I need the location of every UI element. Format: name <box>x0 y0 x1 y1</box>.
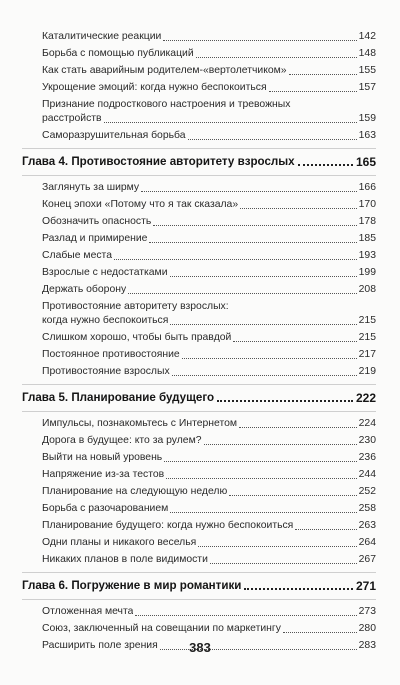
toc-entry <box>22 417 376 431</box>
toc-entry <box>22 451 376 465</box>
toc-entry <box>22 198 376 212</box>
toc-entry <box>22 365 376 379</box>
chapter-title: Глава 6. Погружение в мир романтики <box>22 579 242 592</box>
toc-entry-page: 224 <box>358 418 376 429</box>
toc-entry-title: Выйти на новый уровень <box>42 452 163 463</box>
toc-entry <box>22 519 376 533</box>
toc-entry-title: Укрощение эмоций: когда нужно беспокоиться <box>42 82 267 93</box>
toc-entry-page: 283 <box>358 640 376 651</box>
dot-leader <box>244 588 353 590</box>
toc-entry <box>22 331 376 345</box>
toc-entry-page: 264 <box>358 537 376 548</box>
toc-entry-title: Планирование будущего: когда нужно беспокоиться <box>42 520 294 531</box>
toc-entry <box>22 300 376 328</box>
section-divider <box>22 148 376 149</box>
toc-entry-title: Противостояние авторитету взрослых: <box>42 301 229 312</box>
toc-entry-page: 155 <box>358 65 376 76</box>
chapter-heading <box>22 578 376 594</box>
dot-leader <box>269 91 357 92</box>
section-divider <box>22 599 376 600</box>
toc-entry-page: 170 <box>358 199 376 210</box>
dot-leader <box>295 529 356 530</box>
toc-entry-title: Обозначить опасность <box>42 216 152 227</box>
toc-entry-title: Дорога в будущее: кто за рулем? <box>42 435 202 446</box>
dot-leader <box>289 74 357 75</box>
dot-leader <box>210 563 357 564</box>
dot-leader <box>170 512 356 513</box>
toc-entry-title: Планирование на следующую неделю <box>42 486 228 497</box>
toc-entry-page: 208 <box>358 284 376 295</box>
dot-leader <box>217 400 353 402</box>
toc-entry-title: Борьба с разочарованием <box>42 503 169 514</box>
dot-leader <box>163 40 356 41</box>
toc-entry-page: 280 <box>358 623 376 634</box>
toc-entry <box>22 30 376 44</box>
toc-entry <box>22 266 376 280</box>
toc-entry-title: Импульсы, познакомьтесь с Интернетом <box>42 418 238 429</box>
dot-leader <box>188 139 357 140</box>
dot-leader <box>114 259 357 260</box>
section-divider <box>22 175 376 176</box>
toc-entry-page: 185 <box>358 233 376 244</box>
toc-entry-page: 166 <box>358 182 376 193</box>
dot-leader <box>141 191 357 192</box>
section-divider <box>22 572 376 573</box>
toc-entry <box>22 485 376 499</box>
toc-entry-title: Взрослые с недостатками <box>42 267 168 278</box>
toc-entry-title: Держать оборону <box>42 284 127 295</box>
toc-entry-title: Противостояние взрослых <box>42 366 170 377</box>
dot-leader <box>239 427 357 428</box>
page-number: 383 <box>189 640 211 655</box>
chapter-title: Глава 4. Противостояние авторитету взрослых <box>22 155 295 168</box>
toc-entry-title-continued: когда нужно беспокоиться <box>42 315 169 326</box>
toc-entry-page: 163 <box>358 130 376 141</box>
toc-entry-title: Союз, заключенный на совещании по маркетингу <box>42 623 281 634</box>
toc-entry-page: 193 <box>358 250 376 261</box>
toc-entry-page: 219 <box>358 366 376 377</box>
chapter-heading <box>22 390 376 406</box>
toc-entry-page: 273 <box>358 606 376 617</box>
toc-entry-page: 217 <box>358 349 376 360</box>
toc-entry <box>22 283 376 297</box>
dot-leader <box>149 242 356 243</box>
section-divider <box>22 384 376 385</box>
toc-entry-page: 159 <box>358 113 376 124</box>
dot-leader <box>128 293 357 294</box>
toc-entry-page: 215 <box>358 315 376 326</box>
toc-entry-page: 230 <box>358 435 376 446</box>
dot-leader <box>164 461 356 462</box>
toc-entry-title: Конец эпохи «Потому что я так сказала» <box>42 199 239 210</box>
dot-leader <box>104 122 357 123</box>
dot-leader <box>153 225 356 226</box>
toc-entry <box>22 129 376 143</box>
dot-leader <box>204 444 357 445</box>
toc-entry-title: Расширить поле зрения <box>42 640 158 651</box>
toc-entry <box>22 605 376 619</box>
toc-entry <box>22 215 376 229</box>
toc-entry <box>22 502 376 516</box>
toc-entry-title: Слишком хорошо, чтобы быть правдой <box>42 332 232 343</box>
toc-entry-title: Как стать аварийным родителем-«вертолетчиком» <box>42 65 287 76</box>
toc-entry <box>22 47 376 61</box>
dot-leader <box>233 341 356 342</box>
toc-entry <box>22 536 376 550</box>
dot-leader <box>196 57 357 58</box>
toc-entry <box>22 468 376 482</box>
toc-entry-page: 252 <box>358 486 376 497</box>
toc-entry <box>22 81 376 95</box>
toc-entry-page: 267 <box>358 554 376 565</box>
toc-entry-title: Борьба с помощью публикаций <box>42 48 194 59</box>
toc-entry-title-continued: расстройств <box>42 113 102 124</box>
toc-entry-title: Каталитические реакции <box>42 31 162 42</box>
toc-entry <box>22 98 376 126</box>
toc-entry-page: 215 <box>358 332 376 343</box>
chapter-title: Глава 5. Планирование будущего <box>22 391 215 404</box>
toc-entry-title: Напряжение из-за тестов <box>42 469 165 480</box>
dot-leader <box>229 495 356 496</box>
toc-entry <box>22 553 376 567</box>
toc-entry-page: 263 <box>358 520 376 531</box>
toc-entry <box>22 348 376 362</box>
toc-entry-title: Разлад и примирение <box>42 233 148 244</box>
toc-entry-page: 199 <box>358 267 376 278</box>
chapter-page: 165 <box>355 155 376 169</box>
toc-entry-title: Одни планы и никакого веселья <box>42 537 197 548</box>
dot-leader <box>170 324 356 325</box>
toc-entry-page: 142 <box>358 31 376 42</box>
toc-entry <box>22 434 376 448</box>
chapter-heading <box>22 154 376 170</box>
toc-entry <box>22 181 376 195</box>
toc-entry-page: 244 <box>358 469 376 480</box>
dot-leader <box>298 164 353 166</box>
dot-leader <box>283 632 357 633</box>
toc-entry-page: 178 <box>358 216 376 227</box>
dot-leader <box>170 276 357 277</box>
toc-entry <box>22 232 376 246</box>
toc-entry-title: Отложенная мечта <box>42 606 134 617</box>
toc-entry-title: Саморазрушительная борьба <box>42 130 186 141</box>
toc-entry-title: Никаких планов в поле видимости <box>42 554 208 565</box>
chapter-page: 271 <box>355 579 376 593</box>
toc-entry <box>22 622 376 636</box>
dot-leader <box>240 208 357 209</box>
dot-leader <box>182 358 357 359</box>
dot-leader <box>198 546 356 547</box>
toc-entry-title: Постоянное противостояние <box>42 349 180 360</box>
toc-entry-page: 148 <box>358 48 376 59</box>
toc-entry <box>22 64 376 78</box>
toc-entry-title: Признание подросткового настроения и тревожных <box>42 99 291 110</box>
toc-entry-page: 236 <box>358 452 376 463</box>
toc-entry-title: Слабые места <box>42 250 112 261</box>
dot-leader <box>166 478 357 479</box>
toc-entry-title: Заглянуть за ширму <box>42 182 140 193</box>
toc-entry-page: 157 <box>358 82 376 93</box>
toc-entry-page: 258 <box>358 503 376 514</box>
table-of-contents <box>22 30 376 653</box>
dot-leader <box>135 615 356 616</box>
chapter-page: 222 <box>355 391 376 405</box>
dot-leader <box>172 375 357 376</box>
toc-entry <box>22 249 376 263</box>
section-divider <box>22 411 376 412</box>
